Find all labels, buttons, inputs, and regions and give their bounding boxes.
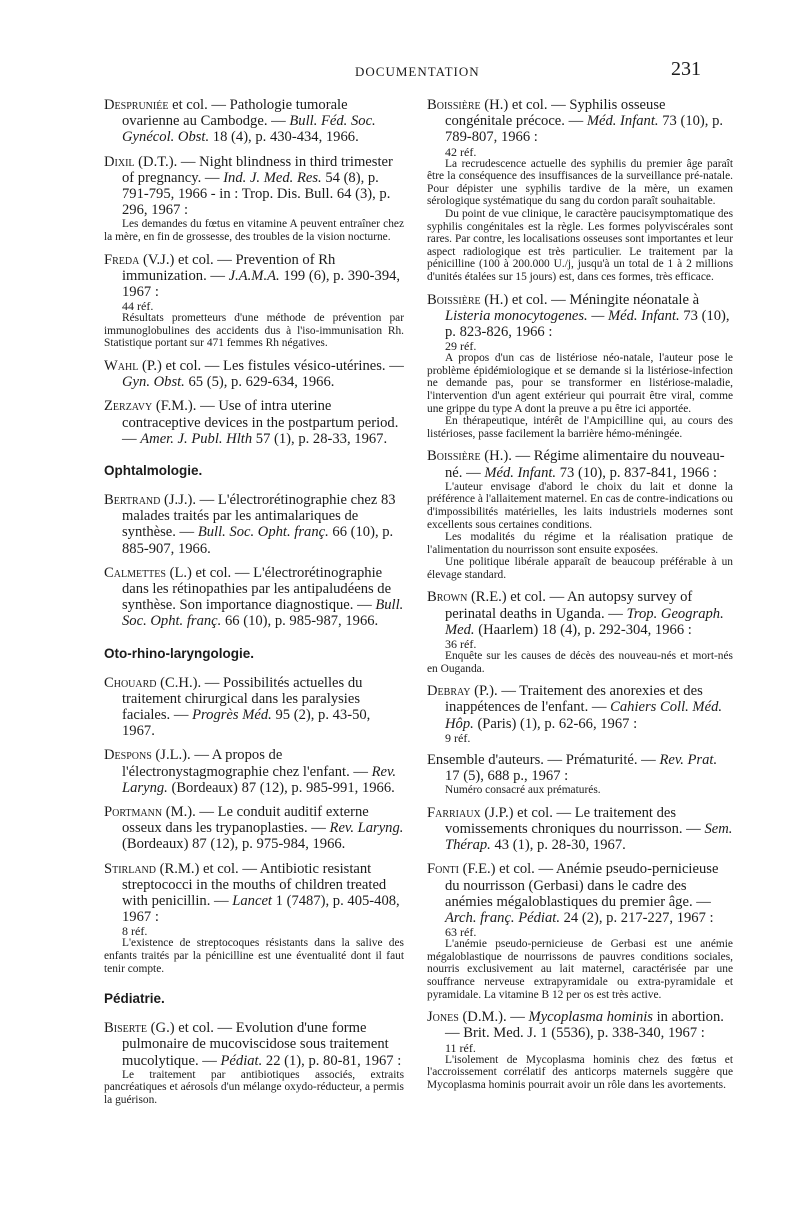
bibliography-entry (104, 358, 404, 390)
citation (427, 1009, 733, 1041)
right-column (427, 97, 733, 1099)
bibliography-entry (104, 804, 404, 853)
entry-reference: (Paris) (1), p. 62-66, 1967 : (473, 715, 638, 732)
bibliography-entry (104, 97, 404, 146)
bibliography-entry (104, 492, 404, 557)
entry-title: (R.E.) et col. — An autopsy survey of perinatal deaths in Uganda. — (445, 589, 693, 622)
entry-journal: Mycoplasma hominis (528, 1009, 653, 1026)
entry-journal: Sem. Thérap. (445, 821, 733, 854)
citation (104, 565, 404, 630)
entry-reference: (Bordeaux) 87 (12), p. 985-991, 1966. (167, 779, 395, 796)
citation (104, 398, 404, 447)
bibliography-entry (104, 565, 404, 630)
bibliography-entry (427, 448, 733, 581)
entry-journal: Méd. Infant. (484, 464, 557, 481)
entry-title: (J.P.) et col. — Le traitement des vomissements chroniques du nourrisson. — (445, 804, 705, 838)
entry-title: (H.). — Régime alimentaire du nouveau-né. — (445, 448, 725, 481)
page-header (0, 58, 800, 88)
entry-title: (R.M.) et col. — Antibiotic resistant streptococci in the mouths of children treated with penicillin. — (122, 860, 387, 910)
entry-author: Despruniée (104, 97, 169, 113)
entry-abstract: L'isolement de Mycoplasma hominis chez des fœtus et l'accroissement corrélatif des anticorps maternels suggère que Mycoplasma hominis pourrait avoir un rôle dans les avortements. (427, 1053, 733, 1091)
entry-author: Boissière (427, 448, 481, 465)
entry-author: Boissière (427, 97, 481, 113)
bibliography-entry (104, 675, 404, 740)
citation (427, 589, 733, 638)
entry-author: Portmann (104, 804, 163, 821)
bibliography-entry (104, 1020, 404, 1106)
entry-ref-count: 9 réf. (445, 730, 471, 745)
entry-journal: J.A.M.A. (228, 267, 280, 284)
citation (104, 154, 404, 219)
left-column (104, 97, 404, 1115)
citation (104, 861, 404, 926)
entry-ref-count: 42 réf. (445, 144, 477, 159)
entry-title: (D.T.). — Night blindness in third trimester of pregnancy. — (122, 153, 393, 186)
entry-author: Bertrand (104, 492, 161, 509)
entry-reference: 199 (6), p. 390-394, 1967 : (122, 267, 401, 301)
entry-author: Farriaux (427, 804, 481, 821)
entry-author: Wahl (104, 358, 139, 374)
entry-title: (G.) et col. — Evolution d'une forme pulmonaire de mucoviscidose sous traitement mucolytique. — (122, 1020, 389, 1069)
entry-reference: 24 (2), p. 217-227, 1967 : (559, 910, 714, 927)
entry-title: (L.) et col. — L'électrorétinographie dans les rétinopathies par les antipaludéens de synthèse. Son importance diagnostique. — (122, 564, 392, 614)
citation (427, 805, 733, 854)
entry-author: Debray (427, 683, 471, 700)
entry-author: Stirland (104, 860, 156, 877)
entry-reference: 22 (1), p. 80-81, 1967 : (262, 1052, 402, 1069)
entry-title: (J.J.). — L'électrorétinographie chez 83 malades traités par les antimalariques de synthèse. — (122, 492, 396, 541)
bibliography-entry (427, 683, 733, 744)
entry-reference: 95 (2), p. 43-50, 1967. (122, 707, 371, 740)
entry-journal: Lancet (232, 893, 272, 910)
entry-author: Jones (427, 1009, 459, 1026)
bibliography-entry (104, 861, 404, 976)
entry-reference: 17 (5), 688 p., 1967 : (445, 768, 569, 785)
entry-reference: 57 (1), p. 28-33, 1967. (252, 430, 388, 447)
section-heading: Oto-rhino-laryngologie. (104, 645, 254, 661)
entry-title: (F.E.) et col. — Anémie pseudo-pernicieuse du nourrisson (Gerbasi) dans le cadre des anémies mégaloblastiques du premier âge. — (445, 861, 719, 910)
citation (427, 448, 733, 480)
entry-reference: (Haarlem) 18 (4), p. 292-304, 1966 : (474, 621, 692, 638)
entry-journal: Rev. Laryng. (329, 820, 404, 837)
citation (104, 747, 404, 796)
entry-reference: 65 (5), p. 629-634, 1966. (184, 374, 335, 391)
entry-abstract: Les demandes du fœtus en vitamine A peuvent entraîner chez la mère, en fin de grossesse, des troubles de la vision nocturne. (104, 218, 404, 244)
entry-abstract: Une politique libérale apparaît de beaucoup préférable à un élevage standard. (427, 556, 733, 581)
entry-journal: Méd. Infant. (586, 113, 659, 130)
entry-journal: Amer. J. Publ. Hlth (140, 430, 253, 447)
entry-ref-count: 63 réf. (445, 925, 477, 940)
citation (427, 97, 733, 146)
entry-reference: in abortion. — Brit. Med. J. 1 (5536), p. 338-340, 1967 : (445, 1009, 724, 1042)
entry-title: (M.). — Le conduit auditif externe osseux dans les trypanoplasties. — (122, 804, 369, 837)
entry-reference: 66 (10), p. 885-907, 1966. (122, 524, 394, 557)
entry-abstract: Le traitement par antibiotiques associés, extraits pancréatiques et aérosols d'un mélange oxydo-réducteur, a permis la guérison. (104, 1068, 404, 1107)
entry-author: Dixil (104, 153, 135, 170)
bibliography-entry (104, 154, 404, 244)
entry-author: Biserte (104, 1020, 148, 1037)
citation (427, 861, 733, 926)
citation (104, 97, 404, 146)
citation (104, 1020, 404, 1069)
entry-author: Calmettes (104, 564, 166, 581)
section-heading: Ophtalmologie. (104, 463, 203, 479)
bibliography-entry (427, 589, 733, 675)
page-number: 231 (671, 58, 701, 80)
citation (427, 752, 733, 784)
citation (427, 292, 733, 341)
entry-reference: 73 (10), p. 823-826, 1966 : (445, 307, 730, 340)
entry-title: (D.M.). — (458, 1009, 529, 1026)
entry-abstract: L'anémie pseudo-pernicieuse de Gerbasi est une anémie mégaloblastique de nourrissons de pauvres conditions sociales, nourris exclusivement au lait maternel, caractérisée par une souffrance nerveuse extrapyramidale ou extra-pyramidale et pyramidale. La vitamine B 12 per os est très active. (427, 938, 733, 1001)
citation (104, 358, 404, 390)
entry-title: (P.). — Traitement des anorexies et des inappétences de l'enfant. — (445, 683, 703, 716)
bibliography-entry (104, 252, 404, 350)
entry-ref-count: 11 réf. (445, 1040, 476, 1055)
entry-reference: (Bordeaux) 87 (12), p. 975-984, 1966. (122, 836, 346, 853)
entry-title: (F.M.). — Use of intra uterine contraceptive devices in the postpartum period. — (122, 398, 399, 447)
entry-journal: Bull. Soc. Opht. franç. (197, 524, 329, 541)
entry-abstract: En thérapeutique, intérêt de l'Ampicilline qui, au cours des listérioses, passe facilement la barrière hémo-méningée. (427, 415, 733, 440)
entry-reference: 54 (8), p. 791-795, 1966 - in : Trop. Dis. Bull. 64 (3), p. 296, 1967 : (122, 169, 391, 219)
bibliography-entry (104, 747, 404, 796)
entry-abstract: La recrudescence actuelle des syphilis du premier âge paraît être la conséquence des insuffisances de la surveillance pré-natale. Pour dépister une syphilis tardive de la mère, un examen sérologique systématique du sang du cordon paraît souhaitable. (427, 157, 733, 208)
entry-title: (H.) et col. — Syphilis osseuse congénitale précoce. — (445, 97, 666, 130)
entry-ref-count: 44 réf. (122, 299, 154, 314)
bibliography-entry (427, 752, 733, 797)
entry-journal: Pédiat. (220, 1052, 263, 1069)
entry-journal: Bull. Féd. Soc. Gynécol. Obst. (122, 113, 376, 146)
entry-author: Brown (427, 589, 468, 606)
bibliography-entry (427, 97, 733, 284)
entry-journal: Rev. Laryng. (122, 763, 397, 796)
citation (104, 804, 404, 853)
bibliography-entry (427, 805, 733, 854)
entry-abstract: L'existence de streptocoques résistants dans la salive des enfants traités par la pénicilline est une éventualité dont il faut tenir compte. (104, 937, 404, 975)
citation (427, 683, 733, 732)
entry-reference: 18 (4), p. 430-434, 1966. (209, 129, 359, 146)
entry-abstract: Enquête sur les causes de décès des nouveau-nés et mort-nés en Ouganda. (427, 650, 733, 675)
bibliography-entry (427, 1009, 733, 1091)
entry-title: (J.L.). — A propos de l'électronystagmographie chez l'enfant. — (122, 747, 372, 780)
entry-journal: Ind. J. Med. Res. (223, 169, 322, 186)
entry-reference: 73 (10), p. 837-841, 1966 : (556, 464, 718, 481)
citation (104, 252, 404, 301)
entry-reference: 66 (10), p. 985-987, 1966. (221, 613, 379, 630)
entry-title: (P.) et col. — Les fistules vésico-utérines. — (138, 358, 404, 374)
entry-journal: Cahiers Coll. Méd. Hôp. (445, 699, 723, 732)
entry-author: Zerzavy (104, 398, 153, 415)
entry-author: Chouard (104, 674, 157, 691)
entry-abstract: A propos d'un cas de listériose néo-natale, l'auteur pose le problème épidémiologique et se demande si la listériose-infection ne demande pas, pour se transformer en listériose-maladie, l'intervention d'un agent extérieur qui pourrait être viral, comme une grippe du type A dont la preuve a pu être ici apportée. (427, 352, 733, 415)
entry-author: Boissière (427, 291, 481, 308)
entry-journal: Rev. Prat. (659, 751, 718, 768)
entry-author: Despons (104, 747, 152, 764)
entry-author: Fonti (427, 861, 459, 878)
entry-journal: Listeria monocytogenes. — Méd. Infant. (445, 307, 680, 324)
entry-journal: Gyn. Obst. (122, 374, 185, 391)
bibliography-entry (427, 292, 733, 441)
bibliography-entry (427, 861, 733, 1001)
entry-ref-count: 36 réf. (445, 637, 477, 652)
entry-ref-count: 29 réf. (445, 339, 477, 354)
entry-abstract: Résultats prometteurs d'une méthode de prévention par immunoglobulines des accidents dus à l'iso-immunisation Rh. Statistique portant sur 471 femmes Rh négatives. (104, 312, 404, 350)
entry-journal: Trop. Geograph. Med. (445, 605, 724, 638)
entry-reference: 1 (7487), p. 405-408, 1967 : (122, 893, 400, 926)
entry-journal: Bull. Soc. Opht. franç. (122, 597, 404, 630)
entry-title: Ensemble d'auteurs. — Prématurité. — (427, 751, 660, 768)
entry-abstract: Du point de vue clinique, le caractère paucisymptomatique des syphilis congénitales est la règle. Les formes polyviscérales sont rares. Par contre, les localisations osseuses sont importantes et leur aspect radiologique est très particulier. Le traitement par la pénicilline (100 à 200.000 U./j, jusqu'à un total de 1 à 2 millions d'unités étalées sur 15 jours) est, dans ces formes, très efficace. (427, 207, 733, 283)
entry-author: Freda (104, 251, 140, 268)
entry-abstract: Les modalités du régime et la réalisation pratique de l'alimentation du nourrisson sont ensuite exposées. (427, 531, 733, 556)
section-heading: Pédiatrie. (104, 991, 165, 1007)
bibliography-entry (104, 398, 404, 447)
running-head: DOCUMENTATION (355, 64, 480, 79)
entry-ref-count: 8 réf. (122, 924, 148, 939)
entry-title: (C.H.). — Possibilités actuelles du traitement chirurgical dans les paralysies faciales. — (122, 674, 363, 724)
entry-abstract: L'auteur envisage d'abord le choix du lait et donne la préférence à l'allaitement maternel. En cas de contre-indications ou d'impossibilités matérielles, les laits industriels modernes sont excellents sous certaines conditions. (427, 480, 733, 531)
entry-journal: Arch. franç. Pédiat. (445, 910, 560, 927)
citation (104, 492, 404, 557)
entry-abstract: Numéro consacré aux prématurés. (445, 784, 601, 797)
entry-journal: Progrès Méd. (192, 707, 272, 724)
entry-title: et col. — Pathologie tumorale ovarienne au Cambodge. — (122, 97, 348, 130)
entry-title: (H.) et col. — Méningite néonatale à (480, 291, 700, 308)
entry-reference: 73 (10), p. 789-807, 1966 : (445, 113, 724, 146)
citation (104, 675, 404, 740)
entry-title: (V.J.) et col. — Prevention of Rh immunization. — (122, 251, 336, 284)
entry-reference: 43 (1), p. 28-30, 1967. (490, 837, 626, 854)
